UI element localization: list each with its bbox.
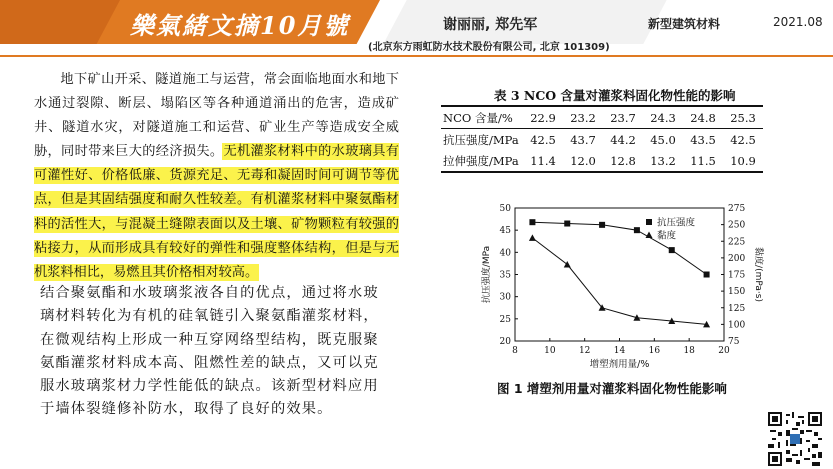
- y2-tick-label: 75: [728, 337, 740, 347]
- y2-tick-label: 275: [728, 204, 746, 214]
- table-cell: 25.3: [723, 106, 763, 129]
- row-header: 拉伸强度/MPa: [441, 150, 523, 172]
- legend-label: 黏度: [657, 230, 677, 242]
- header-banner: [0, 0, 833, 56]
- row-header: NCO 含量/%: [441, 106, 523, 129]
- table-cell: 13.2: [643, 150, 683, 172]
- point-compressive-strength: [634, 227, 640, 233]
- table-cell: 12.8: [603, 150, 643, 172]
- y2-tick-label: 125: [728, 303, 746, 314]
- y-tick-label: 25: [499, 314, 511, 325]
- row-header: 抗压强度/MPa: [443, 132, 519, 147]
- y-tick-label: 40: [499, 248, 511, 259]
- scanned-text-excerpt: [34, 68, 399, 285]
- y2-tick-label: 175: [728, 270, 746, 281]
- table-row: [441, 129, 763, 151]
- journal-name: 新型建筑材料: [648, 17, 721, 31]
- x-tick-label: 10: [544, 346, 556, 356]
- y-tick-label: 30: [499, 292, 511, 303]
- series-line-1: [532, 238, 706, 325]
- article-authors: 谢丽丽, 郑先军: [443, 17, 538, 33]
- point-compressive-strength: [564, 221, 570, 227]
- figure-caption: 图 1 增塑剂用量对灌浆料固化物性能影响: [497, 381, 727, 396]
- x-tick-label: 18: [683, 346, 695, 356]
- y2-tick-label: 200: [728, 253, 746, 264]
- qr-code: [768, 412, 822, 466]
- y-axis-label: 抗压强度/MPa: [482, 245, 492, 304]
- header-rule: [0, 55, 833, 57]
- x-tick-label: 8: [512, 346, 518, 356]
- y2-axis-label: 黏度/(mPa·s): [753, 247, 763, 302]
- table-cell: 23.2: [563, 106, 603, 129]
- y2-tick-label: 100: [728, 320, 746, 331]
- x-tick-label: 20: [718, 346, 730, 356]
- table-cell: 22.9: [523, 106, 563, 129]
- table-cell: 11.5: [683, 150, 723, 172]
- issue-date: 2021.08: [773, 15, 823, 29]
- table-cell: 43.5: [690, 132, 716, 147]
- point-compressive-strength: [704, 272, 710, 278]
- author-affiliation: (北京东方雨虹防水技术股份有限公司, 北京 101309): [368, 42, 610, 53]
- table-cell: 10.9: [723, 150, 763, 172]
- table-cell: 24.8: [683, 106, 723, 129]
- table-row: [441, 106, 763, 129]
- table-title: 表 3 NCO 含量对灌浆料固化物性能的影响: [494, 88, 736, 103]
- header-title: 樂氣緒文摘10月號: [130, 11, 350, 40]
- x-tick-label: 14: [613, 346, 626, 356]
- table-row: [441, 150, 763, 172]
- legend-label: 抗压强度: [657, 217, 696, 229]
- y2-tick-label: 225: [728, 237, 746, 248]
- table-cell: 11.4: [523, 150, 563, 172]
- point-compressive-strength: [529, 219, 535, 225]
- y-tick-label: 35: [499, 270, 511, 281]
- series-line-0: [532, 222, 706, 274]
- table-cell: 12.0: [563, 150, 603, 172]
- y-tick-label: 20: [499, 337, 511, 347]
- x-tick-label: 16: [648, 346, 661, 356]
- table-cell: 42.5: [530, 132, 556, 147]
- table-cell: 44.2: [610, 132, 636, 147]
- nco-table: [441, 105, 763, 173]
- table-cell: 24.3: [643, 106, 683, 129]
- y-tick-label: 45: [499, 226, 511, 237]
- table-cell: 45.0: [650, 132, 676, 147]
- table-cell: 43.7: [570, 132, 596, 147]
- point-viscosity: [529, 234, 536, 241]
- y-tick-label: 50: [499, 204, 511, 214]
- table-cell: 23.7: [603, 106, 643, 129]
- x-tick-label: 12: [578, 346, 591, 356]
- legend-triangle-marker: [646, 232, 653, 239]
- legend-square-marker: [646, 219, 652, 225]
- table-cell: 42.5: [730, 132, 756, 147]
- point-compressive-strength: [599, 222, 605, 228]
- point-compressive-strength: [669, 247, 675, 253]
- highlight-organic: 有机灌浆材料中聚氨酯材料的活性大，与混凝土缝隙表面以及土壤、矿物颗粒有较强的粘接力，从而形成具有较好的弹性和强度整体结构，但是与无机浆料相比，易燃且其价格相对较高。: [34, 192, 399, 280]
- y2-tick-label: 150: [728, 287, 746, 298]
- x-axis-label: 增塑剂用量/%: [589, 359, 650, 370]
- summary-paragraph: 结合聚氨酯和水玻璃浆液各自的优点，通过将水玻璃材料转化为有机的硅氧链引入聚氨酯灌浆材料，在微观结构上形成一种互穿网络型结构，既克服聚氨酯灌浆材料成本高、阻燃性差的缺点，又可以克服水玻璃浆材力学性能低的缺点。该新型材料应用于墙体裂缝修补防水，取得了良好的效果。: [40, 285, 379, 418]
- scan-plain-text: 地下矿山开采、隧道施工与运营，常会面临地面水和地下水通过裂隙、断层、塌陷区等各种通道涌出的危害，造成矿井、隧道水灾，对隧道施工和运营、矿业生产等造成安全威胁，同时带来巨大的经济损失。: [34, 72, 399, 160]
- highlight-inorganic: 无机灌浆材料中的水玻璃具有可灌性好、价格低廉、货源充足、无毒和凝固时间可调节等优点，但是其固结强度和耐久性较差。: [34, 144, 399, 208]
- y2-tick-label: 250: [728, 220, 746, 231]
- plasticizer-chart: [444, 196, 774, 374]
